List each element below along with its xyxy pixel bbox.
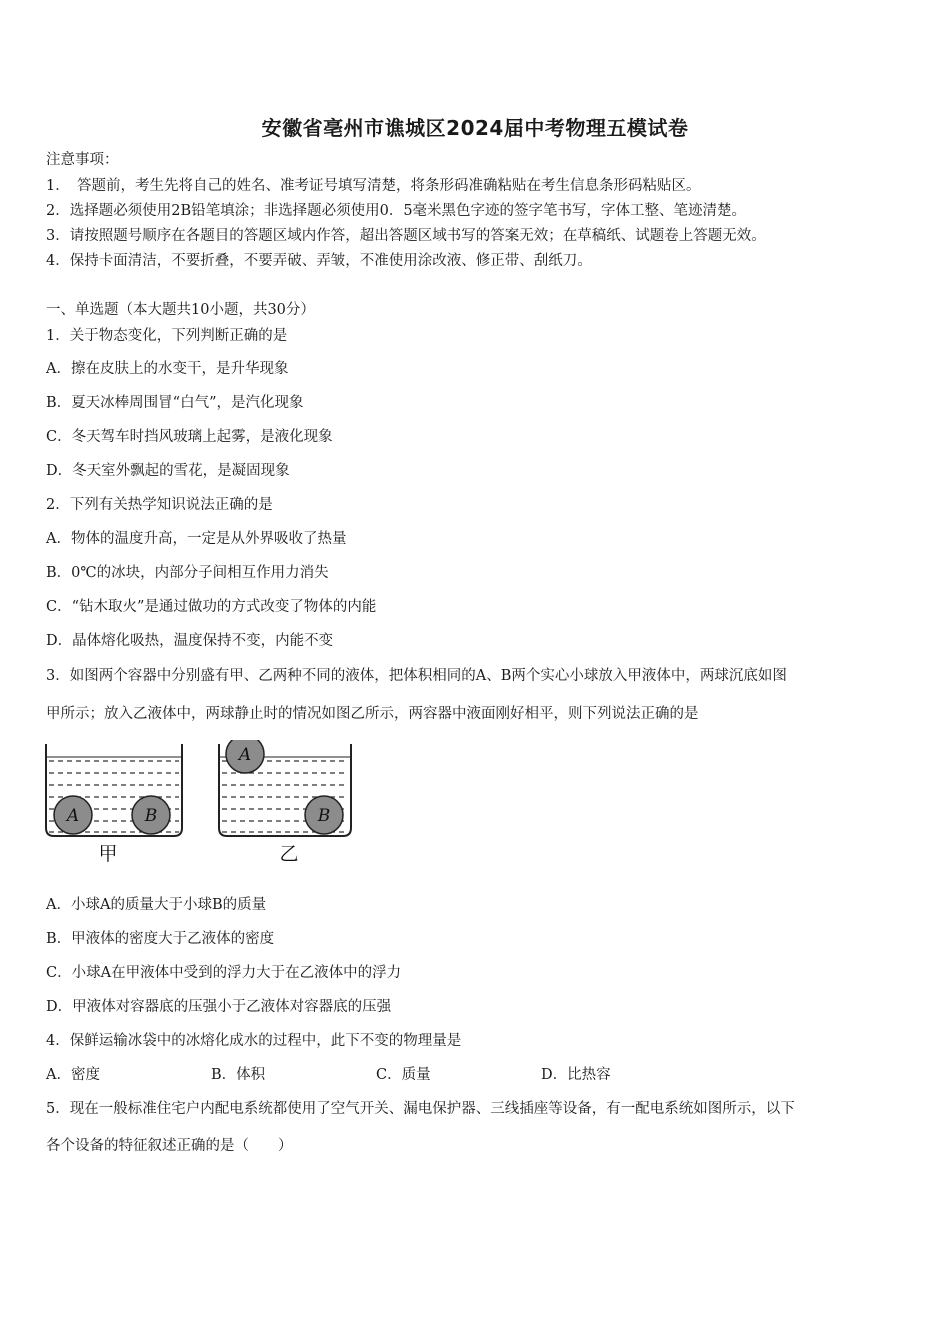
notice-item: 4．保持卡面清洁，不要折叠，不要弄破、弄皱，不准使用涂改液、修正带、刮纸刀。	[46, 253, 592, 269]
notice-item: 3．请按照题号顺序在各题目的答题区域内作答，超出答题区域书写的答案无效；在草稿纸、试题卷上答题无效。	[46, 228, 766, 244]
q3-option-d: D．甲液体对容器底的压强小于乙液体对容器底的压强	[46, 999, 392, 1015]
q1-option-d: D．冬天室外飘起的雪花，是凝固现象	[46, 463, 290, 479]
section-heading: 一、单选题（本大题共10小题，共30分）	[46, 302, 315, 318]
ball-b-label: B	[144, 806, 158, 826]
question-1-stem: 1．关于物态变化，下列判断正确的是	[46, 328, 288, 344]
container-yi-label: 乙	[279, 843, 299, 865]
q4-option-a: A．密度	[46, 1067, 100, 1083]
q4-option-d: D．比热容	[541, 1067, 611, 1083]
question-5-stem-line2: 各个设备的特征叙述正确的是（ ）	[46, 1138, 293, 1154]
q4-options-row	[46, 1065, 611, 1085]
q4-option-b: B．体积	[211, 1067, 266, 1083]
containers-diagram	[40, 740, 370, 870]
q3-option-c: C．小球A在甲液体中受到的浮力大于在乙液体中的浮力	[46, 965, 402, 981]
container-jia	[46, 744, 182, 865]
q3-figure	[40, 740, 370, 874]
question-3-stem-line2: 甲所示；放入乙液体中，两球静止时的情况如图乙所示，两容器中液面刚好相平，则下列说法正确的是	[46, 706, 699, 722]
notice-item: 1． 答题前，考生先将自己的姓名、准考证号填写清楚，将条形码准确粘贴在考生信息条形码粘贴区。	[46, 178, 701, 194]
question-2-stem: 2．下列有关热学知识说法正确的是	[46, 497, 273, 513]
q2-option-b: B．0℃的冰块，内部分子间相互作用力消失	[46, 565, 329, 581]
q2-option-c: C．“钻木取火”是通过做功的方式改变了物体的内能	[46, 599, 377, 615]
q3-option-b: B．甲液体的密度大于乙液体的密度	[46, 931, 275, 947]
q3-option-a: A．小球A的质量大于小球B的质量	[46, 897, 267, 913]
question-3-stem-line1: 3．如图两个容器中分别盛有甲、乙两种不同的液体，把体积相同的A、B两个实心小球放入甲液体中，两球沉底如图	[46, 668, 787, 684]
container-jia-label: 甲	[98, 843, 118, 865]
page-title: 安徽省亳州市谯城区2024届中考物理五模试卷	[261, 116, 689, 140]
q1-option-a: A．擦在皮肤上的水变干，是升华现象	[46, 361, 289, 377]
q2-option-a: A．物体的温度升高，一定是从外界吸收了热量	[46, 531, 347, 547]
notice-heading: 注意事项：	[46, 152, 119, 168]
ball-a-label: A	[66, 806, 80, 826]
q1-option-c: C．冬天驾车时挡风玻璃上起雾，是液化现象	[46, 429, 333, 445]
ball-a-label: A	[238, 745, 252, 765]
q1-option-b: B．夏天冰棒周围冒“白气”，是汽化现象	[46, 395, 304, 411]
question-4-stem: 4．保鲜运输冰袋中的冰熔化成水的过程中，此下不变的物理量是	[46, 1033, 462, 1049]
notice-item: 2．选择题必须使用2B铅笔填涂；非选择题必须使用0．5毫米黑色字迹的签字笔书写，字体工整、笔迹清楚。	[46, 203, 747, 219]
ball-b-label: B	[317, 806, 331, 826]
q2-option-d: D．晶体熔化吸热，温度保持不变，内能不变	[46, 633, 334, 649]
q4-option-c: C．质量	[376, 1067, 431, 1083]
container-yi	[219, 740, 351, 865]
question-5-stem-line1: 5．现在一般标准住宅户内配电系统都使用了空气开关、漏电保护器、三线插座等设备，有一配电系统如图所示，以下	[46, 1101, 795, 1117]
